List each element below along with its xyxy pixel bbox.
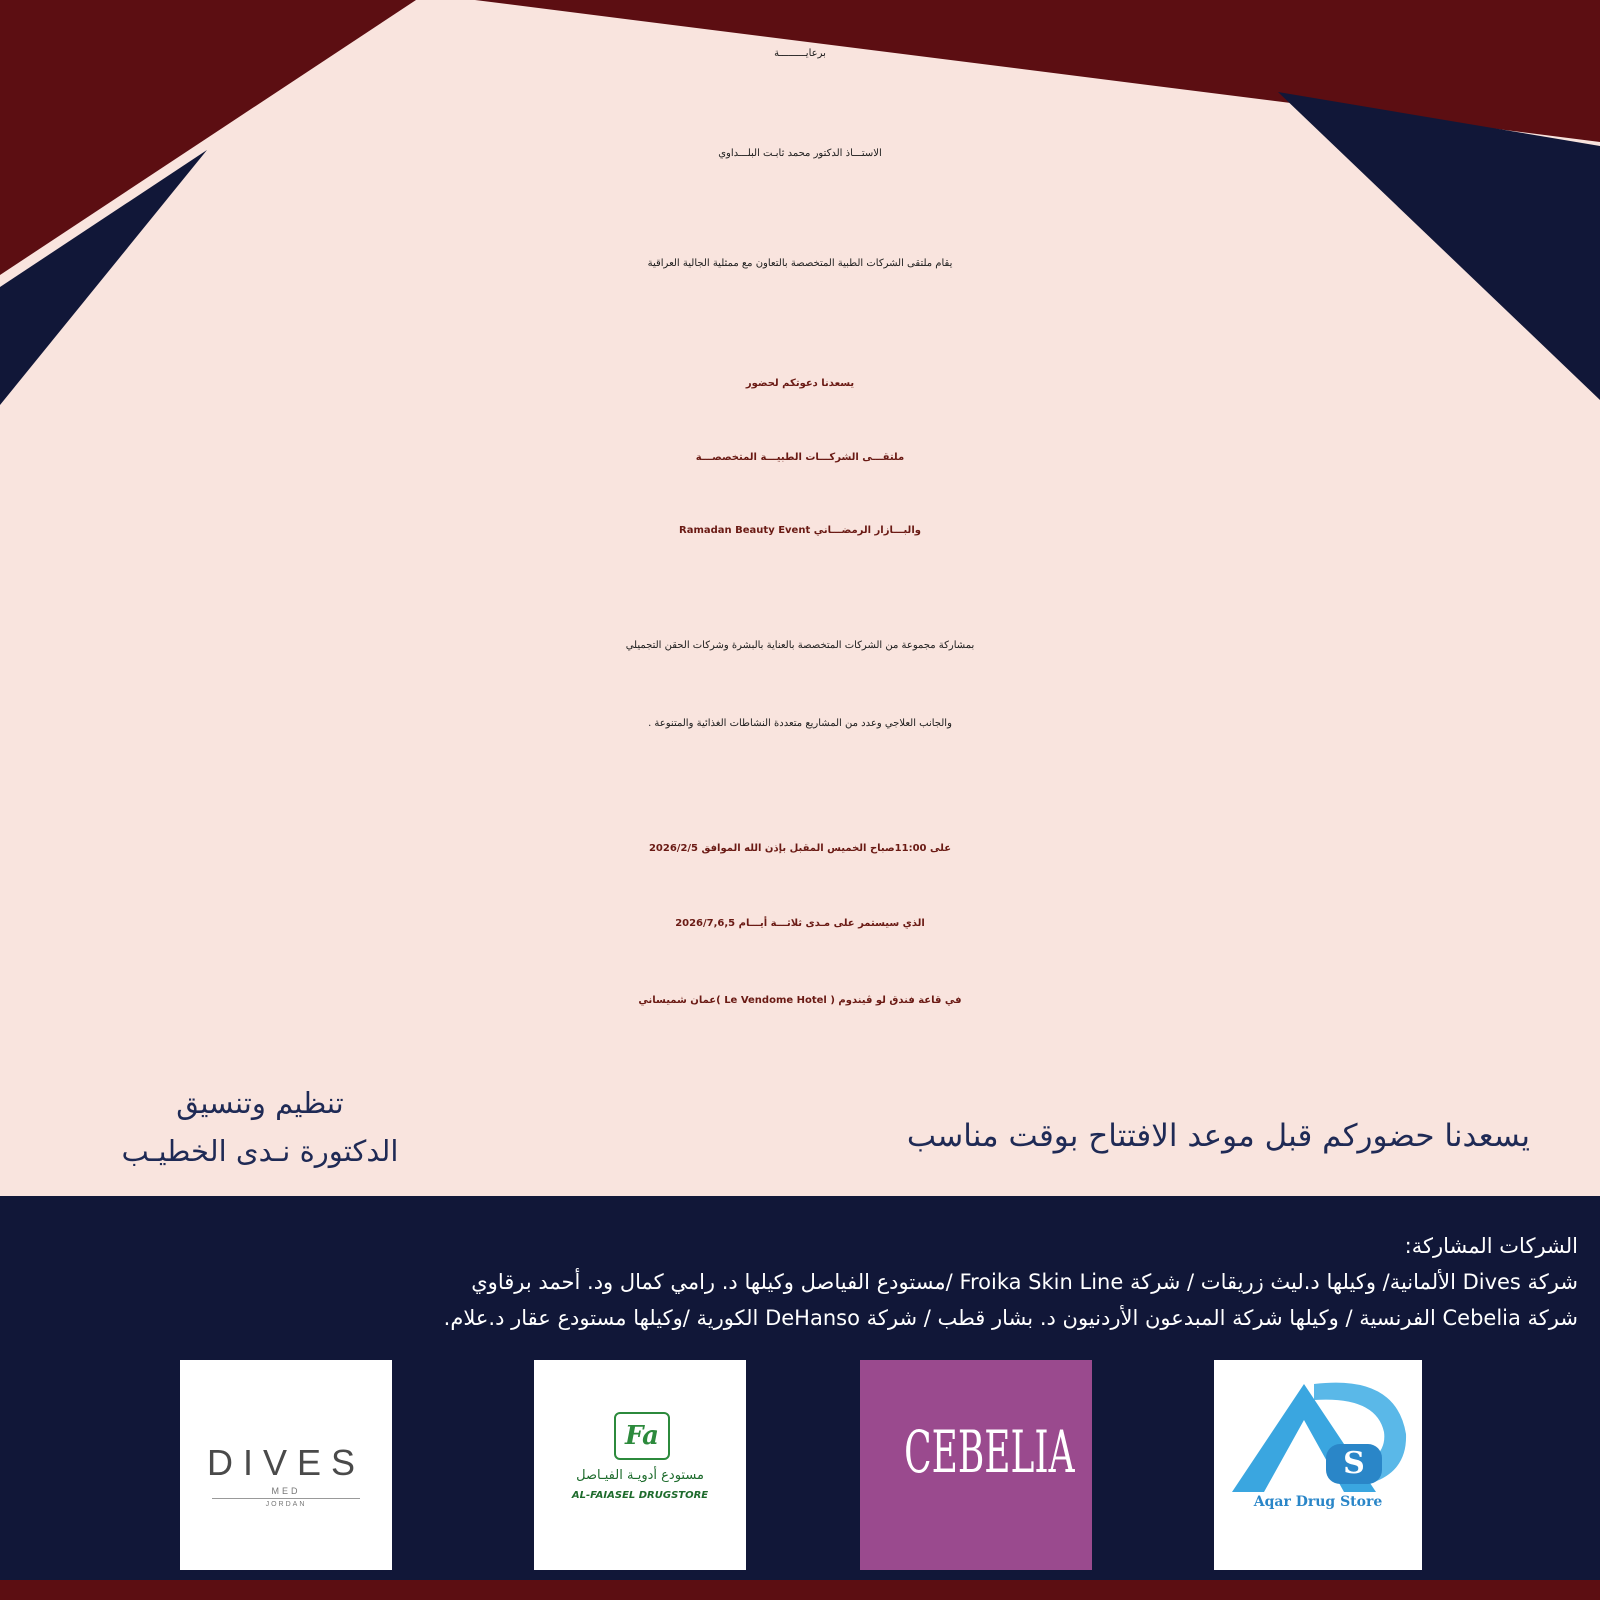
patron-name: الاستـــاذ الدكتور محمد ثابـت البلـــداوي <box>718 148 882 159</box>
aqar-letter-s: S <box>1343 1446 1365 1481</box>
duration-line: الذي سيستمر على مـدى ثلاثـــة أيـــام 2026/7,6,5 <box>675 918 925 929</box>
date-line: على 11:00صباح الخميس المقبل بإذن الله الموافق 2026/2/5 <box>648 843 952 854</box>
faiasel-monogram: Fa <box>614 1412 670 1460</box>
patronage-label: برعايـــــــــة <box>774 48 826 59</box>
companies-line-2: شركة Cebelia الفرنسية / وكيلها شركة المبدعون الأردنيون د. بشار قطب / شركة DeHanso الكورية /وكيلها مستودع عقار د.علام. <box>443 1306 1578 1330</box>
dives-logo <box>180 1360 392 1570</box>
dives-sub: MED <box>271 1486 301 1496</box>
cebelia-wordmark: CEBELIA <box>904 1418 1075 1486</box>
dives-divider <box>212 1498 360 1499</box>
dives-wordmark: DIVES <box>206 1442 366 1483</box>
description-line-2: والجانب العلاجي وعدد من المشاريع متعددة النشاطات الغذائية والمتنوعة . <box>648 718 952 729</box>
aqar-logo <box>1214 1360 1422 1570</box>
companies-heading: الشركات المشاركة: <box>1404 1234 1578 1258</box>
aqar-name: Aqar Drug Store <box>1253 1494 1383 1510</box>
cebelia-logo <box>860 1360 1092 1570</box>
right-navy-panel <box>1278 92 1600 400</box>
venue-line: في قاعة فندق لو ڤيندوم ( Le Vendome Hotel )عمان شميساني <box>638 995 962 1006</box>
organizer-name: الدكتورة نـدى الخطيـب <box>121 1134 399 1168</box>
dives-country: JORDAN <box>265 1501 307 1508</box>
event-subtitle: والبـــازار الرمضـــاني Ramadan Beauty Event <box>679 525 921 536</box>
invitation-line: يسعدنا دعوتكم لحضور <box>745 378 855 389</box>
top-left-maroon-panel <box>0 0 416 275</box>
organizer-line: يقام ملتقى الشركات الطبية المتخصصة بالتعاون مع ممثلية الجالية العراقية <box>647 258 953 269</box>
companies-line-1: شركة Dives الألمانية/ وكيلها د.ليث زريقات / شركة Froika Skin Line /مستودع الفياصل وكيلها د. رامي كمال ود. أحمد برقاوي <box>471 1270 1578 1294</box>
participating-companies <box>444 1228 1578 1336</box>
faiasel-logo <box>534 1360 746 1570</box>
faiasel-english-name: AL-FAIASEL DRUGSTORE <box>571 1490 709 1501</box>
faiasel-arabic-name: مستودع أدويـة الفيـاصل <box>576 1468 704 1483</box>
aqar-mark <box>1214 1360 1422 1570</box>
description-line-1: بمشاركة مجموعة من الشركات المتخصصة بالعناية بالبشرة وشركات الحقن التجميلي <box>625 640 975 651</box>
arrival-note: يسعدنا حضوركم قبل موعد الافتتاح بوقت مناسب <box>906 1118 1530 1154</box>
bottom-strip <box>0 1580 1600 1600</box>
organizer-label: تنظيم وتنسيق <box>176 1086 344 1120</box>
event-title: ملتقـــى الشركـــات الطبيـــة المتخصصـــة <box>695 452 905 463</box>
